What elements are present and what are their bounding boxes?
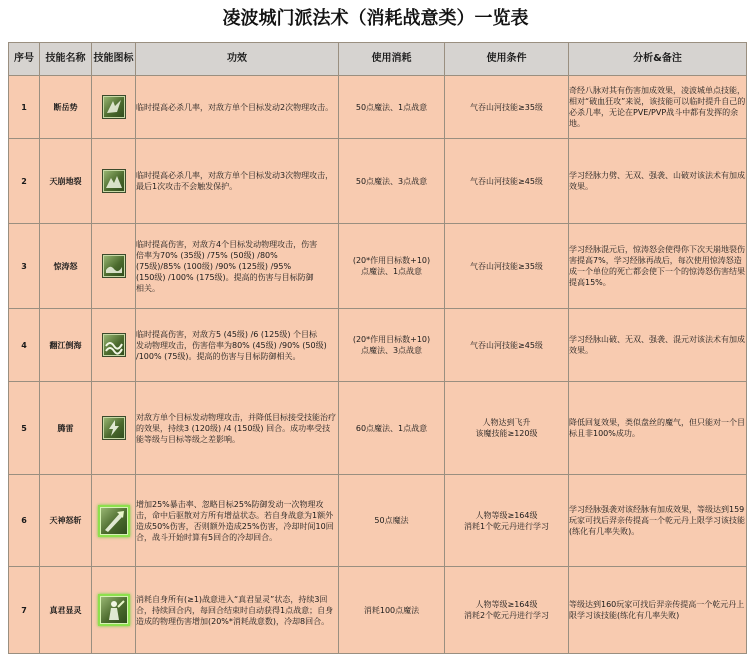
row-number: 7 xyxy=(9,567,40,654)
table-row xyxy=(9,224,747,309)
skill-cost: 消耗100点魔法 xyxy=(339,567,445,654)
skills-table xyxy=(8,42,747,654)
condition-line: 消耗2个乾元丹进行学习 xyxy=(463,611,550,620)
skill-icon xyxy=(102,95,126,119)
skill-icon-cell xyxy=(92,224,136,309)
row-number: 4 xyxy=(9,309,40,382)
skill-condition: 气吞山河技能≥45级 xyxy=(445,309,569,382)
skill-name: 腾雷 xyxy=(40,382,92,475)
table-row xyxy=(9,139,747,224)
table-header-row xyxy=(9,43,747,76)
condition-line: 人物等级≥164级 xyxy=(475,600,538,609)
effect-line: (75级)/85% (100级) /90% (125级) /95% xyxy=(136,261,292,271)
row-number: 1 xyxy=(9,76,40,139)
skill-icon xyxy=(102,254,126,278)
skill-cost: 50点魔法 xyxy=(339,475,445,567)
table-row xyxy=(9,567,747,654)
skill-condition xyxy=(445,382,569,475)
table-row xyxy=(9,475,747,567)
skill-note: 降低回复效果，类似盘丝的魔气，但只能对一个目标且非100%成功。 xyxy=(569,382,747,475)
row-number: 3 xyxy=(9,224,40,309)
effect-line: 临时提高伤害，对敌方5 (45级) /6 (125级) 个目标 xyxy=(136,329,317,339)
skill-name: 天崩地裂 xyxy=(40,139,92,224)
header-cond: 使用条件 xyxy=(445,43,569,76)
effect-line: /100% (75级)。提高的伤害与目标防御相关。 xyxy=(136,351,301,361)
skill-name: 惊涛怒 xyxy=(40,224,92,309)
effect-line: 发动物理攻击，伤害倍率为80% (45级) /90% (50级) xyxy=(136,340,327,350)
skill-note: 等级达到160玩家可找后羿亲传提高一个乾元丹上限学习该技能(练化有几率失败) xyxy=(569,567,747,654)
condition-line: 人物达到飞升 xyxy=(482,418,531,427)
skill-effect xyxy=(136,224,339,309)
skill-condition xyxy=(445,567,569,654)
row-number: 2 xyxy=(9,139,40,224)
skill-condition: 气吞山河技能≥35级 xyxy=(445,76,569,139)
skill-icon-cell xyxy=(92,567,136,654)
skill-note: 学习经脉混元后，惊涛怒会使得你下次天崩地裂伤害提高7%，学习经脉再战后，每次使用惊涛怒造成一个单位的死亡都会使下一个的惊涛怒伤害结果提高15%。 xyxy=(569,224,747,309)
skill-cost: 60点魔法、1点战意 xyxy=(339,382,445,475)
page-title: 凌波城门派法术（消耗战意类）一览表 xyxy=(222,8,529,29)
cost-line: 点魔法、1点战意 xyxy=(360,267,423,276)
skill-condition: 气吞山河技能≥35级 xyxy=(445,224,569,309)
skill-icon-cell xyxy=(92,382,136,475)
header-note: 分析&备注 xyxy=(569,43,747,76)
header-cost: 使用消耗 xyxy=(339,43,445,76)
table-row xyxy=(9,309,747,382)
skill-condition xyxy=(445,475,569,567)
skill-icon xyxy=(102,169,126,193)
table-row xyxy=(9,76,747,139)
header-icon: 技能图标 xyxy=(92,43,136,76)
effect-line: 相关。 xyxy=(136,283,160,293)
skill-name: 翻江倒海 xyxy=(40,309,92,382)
skill-icon xyxy=(102,333,126,357)
effect-line: (150级) /100% (175级)。提高的伤害与目标防御 xyxy=(136,272,314,282)
skill-name: 真君显灵 xyxy=(40,567,92,654)
skill-cost xyxy=(339,309,445,382)
header-no: 序号 xyxy=(9,43,40,76)
skill-note: 学习经脉山破、无双、强袭、混元对该法术有加成效果。 xyxy=(569,309,747,382)
condition-line: 消耗1个乾元丹进行学习 xyxy=(463,521,550,531)
skill-condition: 气吞山河技能≥45级 xyxy=(445,139,569,224)
skill-cost: 50点魔法、3点战意 xyxy=(339,139,445,224)
table-row xyxy=(9,382,747,475)
header-effect: 功效 xyxy=(136,43,339,76)
skill-icon-cell xyxy=(92,139,136,224)
skill-note: 学习经脉力劈、无双、强袭、山破对该法术有加成效果。 xyxy=(569,139,747,224)
skill-effect: 消耗自身所有(≥1)战意进入“真君显灵”状态，持续3回合，持续回合内，每回合结束时自动获得1点战意；自身造成的物理伤害增加(20%*消耗战意数)，冷却8回合。 xyxy=(136,567,339,654)
effect-line: 倍率为70% (35级) /75% (50级) /80% xyxy=(136,250,278,260)
row-number: 6 xyxy=(9,475,40,567)
skill-name: 断岳势 xyxy=(40,76,92,139)
skill-note: 奇经八脉对其有伤害加成效果，凌波城单点技能，相对“破血狂攻”来说，该技能可以临时提升自己的必杀几率，无论在PVE/PVP战斗中都有发挥的余地。 xyxy=(569,76,747,139)
skill-effect: 临时提高必杀几率，对敌方单个目标发动2次物理攻击。 xyxy=(136,76,339,139)
condition-line: 人物等级≥164级 xyxy=(475,510,538,520)
row-number: 5 xyxy=(9,382,40,475)
skill-icon-cell xyxy=(92,475,136,567)
skill-note: 学习经脉强袭对该经脉有加成效果，等级达到159玩家可找后羿亲传提高一个乾元丹上限学习该技能(练化有几率失败)。 xyxy=(569,475,747,567)
cost-line: (20*作用目标数+10) xyxy=(352,256,431,265)
skill-cost xyxy=(339,224,445,309)
header-name: 技能名称 xyxy=(40,43,92,76)
skill-effect: 临时提高必杀几率，对敌方单个目标发动3次物理攻击，最后1次攻击不会触发保护。 xyxy=(136,139,339,224)
skill-icon xyxy=(98,505,130,537)
skill-icon xyxy=(102,416,126,440)
skill-icon xyxy=(98,594,130,626)
skill-effect: 增加25%暴击率、忽略目标25%防御发动一次物理攻击，命中后驱散对方所有增益状态。若自身战意为1额外造成50%伤害，否则额外造成25%伤害，冷却时间10回合，战斗开始时算有5回合的冷却回合。 xyxy=(136,475,339,567)
cost-line: (20*作用目标数+10) xyxy=(352,335,431,344)
skill-effect: 对敌方单个目标发动物理攻击，并降低目标接受技能治疗的效果，持续3 (120级) /4 (150级) 回合。成功率受技能等级与目标等级之差影响。 xyxy=(136,382,339,475)
skill-effect xyxy=(136,309,339,382)
effect-line: 临时提高伤害，对敌方4个目标发动物理攻击，伤害 xyxy=(136,239,318,249)
cost-line: 点魔法、3点战意 xyxy=(360,346,423,355)
skill-icon-cell xyxy=(92,76,136,139)
skill-icon-cell xyxy=(92,309,136,382)
skill-cost: 50点魔法、1点战意 xyxy=(339,76,445,139)
condition-line: 该魔技能≥120级 xyxy=(475,429,538,438)
skill-name: 天神怒斩 xyxy=(40,475,92,567)
